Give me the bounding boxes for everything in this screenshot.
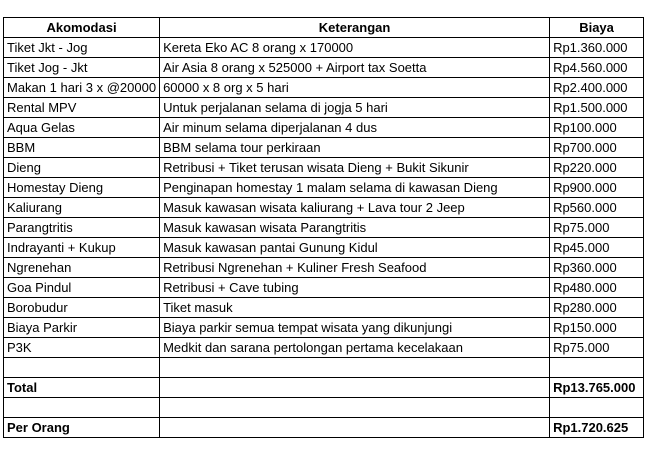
header-biaya[interactable]: Biaya: [550, 18, 644, 38]
keterangan-cell[interactable]: Retribusi + Cave tubing: [160, 278, 550, 298]
table-row: [4, 338, 644, 358]
keterangan-cell[interactable]: Medkit dan sarana pertolongan pertama kecelakaan: [160, 338, 550, 358]
table-row: [4, 258, 644, 278]
table-row: [4, 78, 644, 98]
keterangan-cell[interactable]: Masuk kawasan wisata Parangtritis: [160, 218, 550, 238]
akomodasi-cell[interactable]: Indrayanti + Kukup: [4, 238, 160, 258]
keterangan-cell[interactable]: Biaya parkir semua tempat wisata yang dikunjungi: [160, 318, 550, 338]
table-row: [4, 138, 644, 158]
table-row: [4, 118, 644, 138]
biaya-cell[interactable]: Rp560.000: [550, 198, 644, 218]
biaya-cell[interactable]: Rp900.000: [550, 178, 644, 198]
akomodasi-cell[interactable]: Borobudur: [4, 298, 160, 318]
biaya-cell[interactable]: Rp700.000: [550, 138, 644, 158]
keterangan-cell[interactable]: Tiket masuk: [160, 298, 550, 318]
akomodasi-cell[interactable]: Makan 1 hari 3 x @20000: [4, 78, 160, 98]
keterangan-cell[interactable]: Retribusi + Tiket terusan wisata Dieng + Bukit Sikunir: [160, 158, 550, 178]
cell[interactable]: [160, 418, 550, 438]
akomodasi-cell[interactable]: BBM: [4, 138, 160, 158]
akomodasi-cell[interactable]: Rental MPV: [4, 98, 160, 118]
keterangan-cell[interactable]: Untuk perjalanan selama di jogja 5 hari: [160, 98, 550, 118]
table-row: [4, 58, 644, 78]
cell[interactable]: [4, 358, 160, 378]
cell[interactable]: [160, 378, 550, 398]
table-row: [4, 158, 644, 178]
cost-table: [3, 17, 644, 438]
keterangan-cell[interactable]: Retribusi Ngrenehan + Kuliner Fresh Seafood: [160, 258, 550, 278]
biaya-cell[interactable]: Rp75.000: [550, 218, 644, 238]
akomodasi-cell[interactable]: Dieng: [4, 158, 160, 178]
keterangan-cell[interactable]: Masuk kawasan pantai Gunung Kidul: [160, 238, 550, 258]
cell[interactable]: [550, 398, 644, 418]
akomodasi-cell[interactable]: Homestay Dieng: [4, 178, 160, 198]
akomodasi-cell[interactable]: Goa Pindul: [4, 278, 160, 298]
table-body: [4, 38, 644, 358]
biaya-cell[interactable]: Rp150.000: [550, 318, 644, 338]
keterangan-cell[interactable]: Masuk kawasan wisata kaliurang + Lava tour 2 Jeep: [160, 198, 550, 218]
total-value[interactable]: Rp13.765.000: [550, 378, 644, 398]
biaya-cell[interactable]: Rp45.000: [550, 238, 644, 258]
table-row: [4, 38, 644, 58]
total-label[interactable]: Total: [4, 378, 160, 398]
biaya-cell[interactable]: Rp1.360.000: [550, 38, 644, 58]
biaya-cell[interactable]: Rp480.000: [550, 278, 644, 298]
empty-row: [4, 358, 644, 378]
biaya-cell[interactable]: Rp75.000: [550, 338, 644, 358]
keterangan-cell[interactable]: Air minum selama diperjalanan 4 dus: [160, 118, 550, 138]
biaya-cell[interactable]: Rp360.000: [550, 258, 644, 278]
biaya-cell[interactable]: Rp2.400.000: [550, 78, 644, 98]
summary-body: [4, 358, 644, 438]
table-row: [4, 98, 644, 118]
table-row: [4, 278, 644, 298]
empty-row: [4, 398, 644, 418]
cell[interactable]: [160, 358, 550, 378]
table-row: [4, 318, 644, 338]
header-keterangan[interactable]: Keterangan: [160, 18, 550, 38]
akomodasi-cell[interactable]: Ngrenehan: [4, 258, 160, 278]
cell[interactable]: [550, 358, 644, 378]
biaya-cell[interactable]: Rp1.500.000: [550, 98, 644, 118]
keterangan-cell[interactable]: Kereta Eko AC 8 orang x 170000: [160, 38, 550, 58]
per-orang-value[interactable]: Rp1.720.625: [550, 418, 644, 438]
akomodasi-cell[interactable]: P3K: [4, 338, 160, 358]
akomodasi-cell[interactable]: Tiket Jog - Jkt: [4, 58, 160, 78]
biaya-cell[interactable]: Rp4.560.000: [550, 58, 644, 78]
table-row: [4, 298, 644, 318]
per-orang-row: [4, 418, 644, 438]
table-row: [4, 218, 644, 238]
per-orang-label[interactable]: Per Orang: [4, 418, 160, 438]
table-row: [4, 178, 644, 198]
table-row: [4, 198, 644, 218]
akomodasi-cell[interactable]: Aqua Gelas: [4, 118, 160, 138]
header-row: [4, 18, 644, 38]
akomodasi-cell[interactable]: Tiket Jkt - Jog: [4, 38, 160, 58]
keterangan-cell[interactable]: Penginapan homestay 1 malam selama di kawasan Dieng: [160, 178, 550, 198]
akomodasi-cell[interactable]: Kaliurang: [4, 198, 160, 218]
header-akomodasi[interactable]: Akomodasi: [4, 18, 160, 38]
total-row: [4, 378, 644, 398]
akomodasi-cell[interactable]: Parangtritis: [4, 218, 160, 238]
table-row: [4, 238, 644, 258]
cell[interactable]: [4, 398, 160, 418]
biaya-cell[interactable]: Rp280.000: [550, 298, 644, 318]
biaya-cell[interactable]: Rp100.000: [550, 118, 644, 138]
keterangan-cell[interactable]: BBM selama tour perkiraan: [160, 138, 550, 158]
biaya-cell[interactable]: Rp220.000: [550, 158, 644, 178]
akomodasi-cell[interactable]: Biaya Parkir: [4, 318, 160, 338]
keterangan-cell[interactable]: 60000 x 8 org x 5 hari: [160, 78, 550, 98]
keterangan-cell[interactable]: Air Asia 8 orang x 525000 + Airport tax Soetta: [160, 58, 550, 78]
cell[interactable]: [160, 398, 550, 418]
